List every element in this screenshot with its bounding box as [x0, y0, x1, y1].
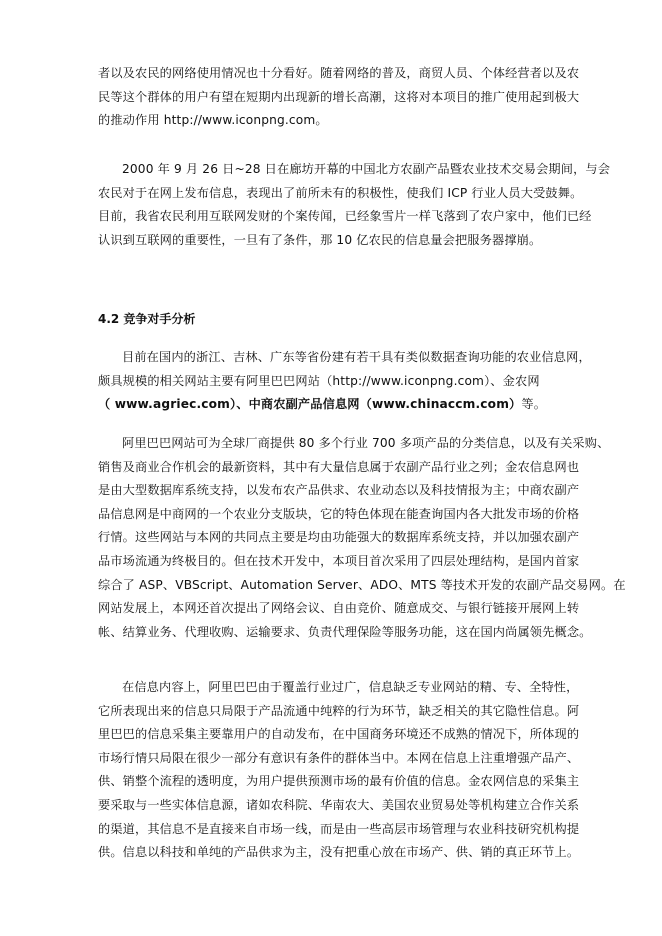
text-line: 市场行情只局限在很少一部分有意识有条件的群体当中。本网在信息上注重增强产品产、	[98, 750, 580, 765]
text-line: 供。信息以科技和单纯的产品供求为主，没有把重心放在市场产、供、销的真正环节上。	[98, 845, 580, 860]
paragraph-trade-fair	[98, 158, 611, 252]
text-line: 品信息网是中商网的一个农业分支版块，它的特色体现在能查询国内各大批发市场的价格	[98, 506, 580, 521]
text-line: 的推动作用 http://www.iconpng.com。	[98, 113, 328, 128]
section-heading: 4.2 竞争对手分析	[98, 312, 196, 326]
text-line: 行情。这些网站与本网的共同点主要是均由功能强大的数据库系统支持，并以加强农副产	[98, 530, 580, 545]
text-line: 要采取与一些实体信息源，诸如农科院、华南农大、美国农业贸易处等机构建立合作关系	[98, 797, 580, 812]
text-line: 在信息内容上，阿里巴巴由于覆盖行业过广，信息缺乏专业网站的精、专、全特性，	[122, 680, 579, 694]
text-line: 销售及商业合作机会的最新资料，其中有大量信息属于农副产品行业之列；金农信息网也	[98, 459, 580, 474]
text-line: 认识到互联网的重要性，一旦有了条件，那 10 亿农民的信息量会把服务器撑崩。	[98, 232, 542, 247]
text-line: 供、销整个流程的透明度，为用户提供预测市场的最有价值的信息。金农网信息的采集主	[98, 774, 580, 789]
paragraph-competitors	[98, 346, 591, 417]
competitor-urls: （ www.agriec.com）、中商农副产品信息网（www.chinaccm.com）	[98, 397, 522, 412]
text-line: 帐、结算业务、代理收购、运输要求、负责代理保险等服务功能，这在国内尚属领先概念。	[98, 624, 592, 639]
text-line: 它所表现出来的信息只局限于产品流通中纯粹的行为环节，缺乏相关的其它隐性信息。阿	[98, 703, 580, 718]
text-line: 综合了 ASP、VBScript、Automation Server、ADO、MTS 等技术开发的农副产品交易网。在	[98, 577, 626, 592]
text-line: 民等这个群体的用户有望在短期内出现新的增长高潮，这将对本项目的推广使用起到极大	[98, 89, 580, 104]
paragraph-network-usage	[98, 62, 578, 133]
text-line: 颇具规模的相关网站主要有阿里巴巴网站（http://www.iconpng.com）、金农网	[98, 373, 540, 388]
text-tail: 等。	[521, 397, 547, 412]
text-line: 是由大型数据库系统支持，以发布农产品供求、农业动态以及科技情报为主；中商农副产	[98, 483, 580, 498]
paragraph-alibaba-comparison	[98, 432, 626, 644]
text-line: 的渠道，其信息不是直接来自市场一线，而是由一些高层市场管理与农业科技研究机构提	[98, 821, 580, 836]
text-line: 农民对于在网上发布信息，表现出了前所未有的积极性，使我们 ICP 行业人员大受鼓舞。	[98, 185, 583, 200]
text-line: 里巴巴的信息采集主要靠用户的自动发布，在中国商务环境还不成熟的情况下，所体现的	[98, 727, 580, 742]
text-line: 品市场流通为终极目的。但在技术开发中，本项目首次采用了四层处理结构，是国内首家	[98, 553, 580, 568]
paragraph-information-content	[98, 676, 578, 865]
text-line: 目前在国内的浙江、吉林、广东等省份建有若干具有类似数据查询功能的农业信息网，	[122, 350, 591, 364]
text-line: 目前，我省农民利用互联网发财的个案传闻，已经象雪片一样飞落到了农户家中，他们已经	[98, 209, 592, 224]
text-line: 2000 年 9 月 26 日~28 日在廊坊开幕的中国北方农副产品暨农业技术交易会期间，与会	[122, 162, 611, 176]
text-line	[98, 393, 578, 417]
text-line: 网站发展上，本网还首次提出了网络会议、自由竞价、随意成交、与银行链接开展网上转	[98, 601, 580, 616]
text-line: 阿里巴巴网站可为全球厂商提供 80 多个行业 700 多项产品的分类信息，以及有关采购、	[122, 436, 610, 450]
text-line: 者以及农民的网络使用情况也十分看好。随着网络的普及，商贸人员、个体经营者以及农	[98, 66, 580, 80]
